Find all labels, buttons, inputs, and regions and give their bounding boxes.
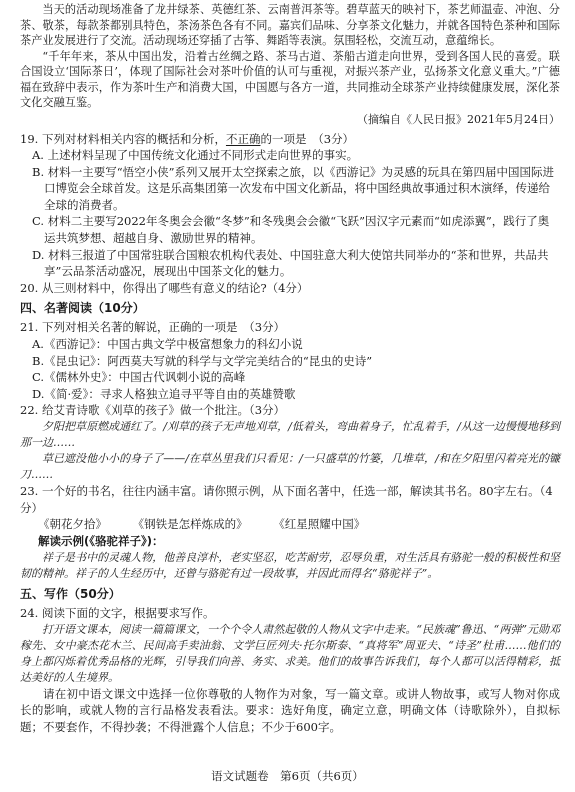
example-heading: 解读示例(《骆驼祥子》)： <box>38 534 164 549</box>
question-23-stem: 23. 一个好的书名，往往内涵丰富。请你照示例，从下面名著中，任选一部，解读其书名。80字左右。（4分） <box>20 484 553 515</box>
book-title: 《红星照耀中国》 <box>273 517 366 532</box>
question-21-option-d: D.《简·爱》：寻求人格独立追寻平等自由的英雄赞歌 <box>32 386 296 401</box>
question-21-option-a: A.《西游记》：中国古典文学中极富想象力的科幻小说 <box>32 337 303 352</box>
page-footer: 语文试题卷 第6页（共6页） <box>211 769 364 783</box>
book-list <box>20 516 560 533</box>
passage-paragraph: “千年年来，茶从中国出发，沿着古丝绸之路、茶马古道、茶船古道走向世界，受到各国人民的喜爱。联合国设立‘国际茶日’，体现了国际社会对茶叶价值的认可与重视，对振兴茶产业，弘扬茶文化意义重大。”广德福在致辞中表示，作为茶叶生产和消费大国，中国愿与各方一道，共同推动全球茶产业持续健康发展，深化茶文化交融互鉴。 <box>20 49 560 109</box>
question-19-option-b: B. 材料一主要写“悟空小侠”系列又展开太空探索之旅，以《西游记》为灵感的玩具在第四届中国国际进口博览会全球首发。这是乐高集团第一次发布中国文化新品，将中国经典故事通过积木演绎，传递给全球的消费者。 <box>32 164 555 212</box>
section-heading-reading: 四、名著阅读（10分） <box>20 301 145 316</box>
question-19-option-a: A. 上述材料呈现了中国传统文化通过不同形式走向世界的事实。 <box>32 148 359 163</box>
question-21-option-b: B.《昆虫记》：阿西莫夫写就的科学与文学完美结合的“昆虫的史诗” <box>32 353 373 368</box>
question-19-stem-emphasis: 不正确 <box>225 131 261 146</box>
section-heading-writing: 五、写作（50分） <box>20 587 121 602</box>
poem-stanza: 草已遮没他小小的身子了——/在草丛里我们只看见：/一只盛草的竹篓，几堆草，/和在夕阳里闪着亮光的镰刀…… <box>20 452 560 481</box>
question-19-stem-after: 的一项是 （3分） <box>260 131 355 146</box>
question-21-stem: 21. 下列对相关名著的解说，正确的一项是 （3分） <box>20 320 286 335</box>
exam-page <box>20 2 560 736</box>
question-19-stem <box>20 131 560 148</box>
writing-requirements-paragraph: 请在初中语文课文中选择一位你尊敬的人物作为对象，写一篇文章。或讲人物故事，或写人物对你成长的影响，或就人物的言行品格发表看法。要求：选好角度，确定立意，明确文体（诗歌除外），自拟标题；不要套作，不得抄袭；不得泄露个人信息；不少于600字。 <box>20 686 560 734</box>
poem-stanza: 夕阳把草原燃成通红了。/刈草的孩子无声地刈草，/低着头，弯曲着身子，忙乱着手，/从这一边慢慢地移到那一边…… <box>20 420 560 449</box>
question-19-option-d: D. 材料三报道了中国常驻联合国粮农机构代表处、中国驻意大利大使馆共同举办的“茶和世界，共品共享”云品茶活动盛况，展现出中国茶文化的魅力。 <box>32 247 549 279</box>
book-title: 《钢铁是怎样炼成的》 <box>132 517 248 532</box>
question-20-stem: 20. 从三则材料中，你得出了哪些有意义的结论?（4分） <box>20 280 309 295</box>
question-24-stem: 24. 阅读下面的文字，根据要求写作。 <box>20 606 215 621</box>
writing-prompt-paragraph: 打开语文课本，阅读一篇篇课文，一个个令人肃然起敬的人物从文字中走来。“民族魂”鲁迅、“两弹”元勋邓稼先、女中豪杰花木兰、民间高手卖油翁、文学巨匠列夫·托尔斯泰、“真将军”周亚夫、“诗圣”杜甫……他们的身上都闪烁着优秀品格的光辉，引导我们向善、务实、求美。他们的故事告诉我们，每个人都可以活得精彩，抵达美好的人生境界。 <box>20 622 560 684</box>
question-19-option-c: C. 材料二主要写2022年冬奥会会徽“冬梦”和冬残奥会会徽“飞跃”因汉字元素而“如虎添翼”，践行了奥运共筑梦想、超越自身、激励世界的精神。 <box>32 214 550 246</box>
passage-paragraph: 当天的活动现场准备了龙井绿茶、英德红茶、云南普洱茶等。碧草蓝天的映衬下，茶艺师温壶、冲泡、分茶、敬茶，每款茶都别具特色，茶汤茶色各有不同。嘉宾们品味、分享茶文化魅力，并就各国特色茶种和国际茶产业发展进行了交流。活动现场还穿插了古筝、舞蹈等表演。氛围轻松，交流互动，意蕴绵长。 <box>20 3 560 47</box>
example-text: 祥子是书中的灵魂人物，他善良淳朴，老实坚忍，吃苦耐劳，忍辱负重，对生活具有骆驼一般的积极性和坚韧的精神。祥子的人生经历中，还曾与骆驼有过一段故事，并因此而得名“骆驼祥子”。 <box>20 551 560 581</box>
book-title: 《朝花夕拾》 <box>38 517 107 532</box>
passage-source: （摘编自《人民日报》2021年5月24日） <box>357 112 560 126</box>
question-22-stem: 22. 给艾青诗歌《刈草的孩子》做一个批注。（3分） <box>20 403 286 418</box>
question-21-option-c: C.《儒林外史》：中国古代讽刺小说的高峰 <box>32 370 246 385</box>
question-19-stem-before: 19. 下列对材料相关内容的概括和分析， <box>20 131 226 146</box>
